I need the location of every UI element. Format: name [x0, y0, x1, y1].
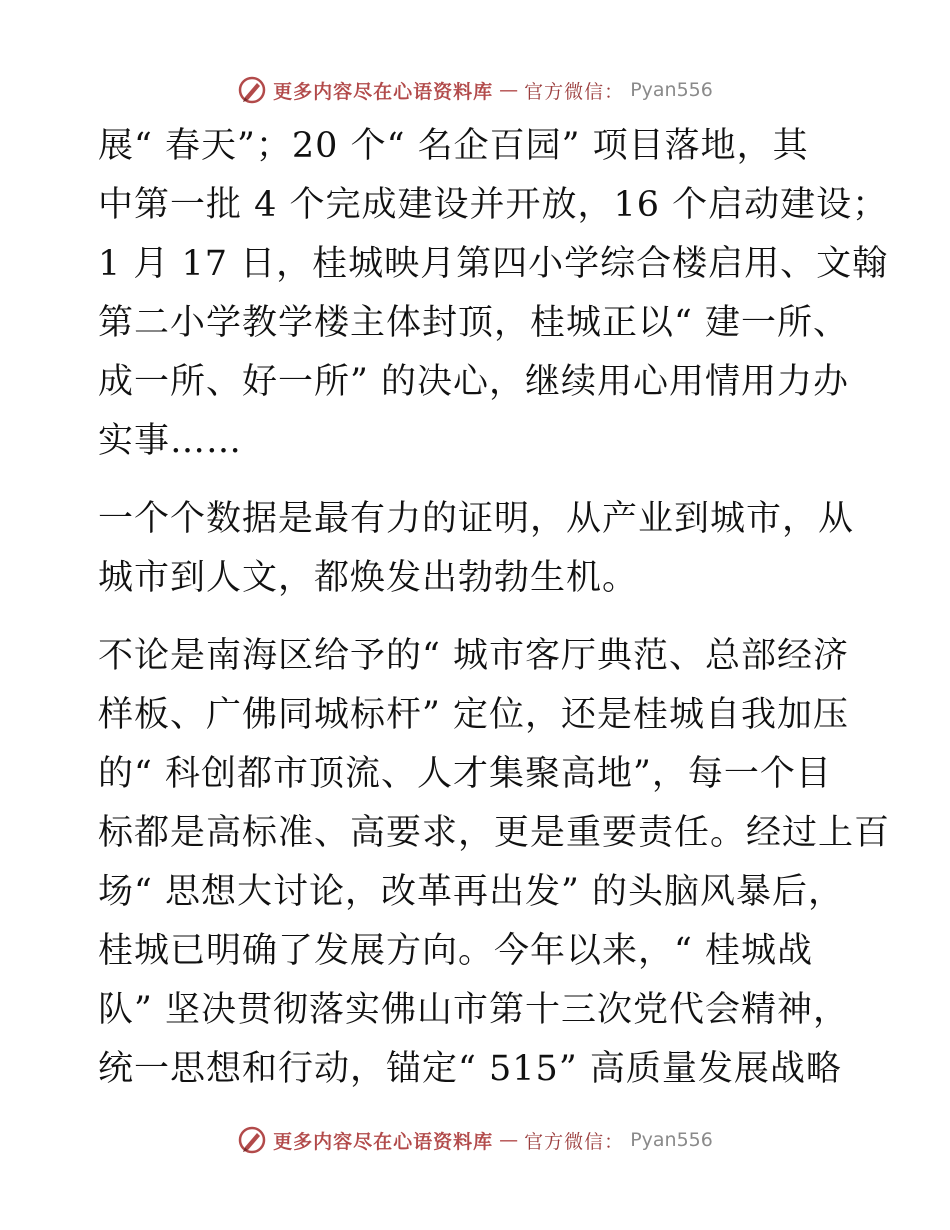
text-line: 1 月 17 日，桂城映月第四小学综合楼启用、文翰 [98, 244, 889, 284]
watermark-separator: — [499, 1129, 519, 1151]
text-line: 场“ 思想大讨论，改革再出发” 的头脑风暴后， [98, 872, 845, 912]
watermark-separator: — [499, 79, 519, 101]
text-line: 不论是南海区给予的“ 城市客厅典范、总部经济 [98, 636, 850, 676]
text-line: 实事…… [98, 421, 243, 461]
paragraph [98, 490, 858, 608]
text-line: 城市到人文，都焕发出勃勃生机。 [98, 558, 639, 598]
text-line: 一个个数据是最有力的证明，从产业到城市，从 [98, 499, 855, 539]
header-watermark [0, 72, 950, 108]
footer-watermark [0, 1122, 950, 1158]
text-line: 展“ 春天”；20 个“ 名企百园” 项目落地，其 [98, 126, 809, 166]
text-line: 第二小学教学楼主体封顶，桂城正以“ 建一所、 [98, 303, 850, 343]
text-line: 中第一批 4 个完成建设并开放，16 个启动建设； [98, 185, 889, 225]
text-line: 桂城已明确了发展方向。今年以来，“ 桂城战 [98, 931, 814, 971]
text-line: 统一思想和行动，锚定“ 515” 高质量发展战略 [98, 1049, 842, 1089]
text-line: 队” 坚决贯彻落实佛山市第十三次党代会精神， [98, 990, 850, 1030]
watermark-wechat-id: Pyan556 [630, 79, 713, 101]
watermark-label: 官方微信： [524, 80, 625, 103]
paragraph [98, 627, 891, 1099]
paragraph [98, 117, 889, 471]
watermark-text: 更多内容尽在心语资料库 [273, 1130, 494, 1153]
watermark-text: 更多内容尽在心语资料库 [273, 80, 494, 103]
pen-logo-icon [237, 1125, 267, 1155]
text-line: 标都是高标准、高要求，更是重要责任。经过上百 [98, 813, 891, 853]
text-line: 样板、广佛同城标杆” 定位，还是桂城自我加压 [98, 695, 850, 735]
watermark-wechat-id: Pyan556 [630, 1129, 713, 1151]
document-body [98, 117, 891, 1099]
text-line: 成一所、好一所” 的决心，继续用心用情用力办 [98, 362, 850, 402]
watermark-label: 官方微信： [524, 1130, 625, 1153]
paragraph-gap [98, 608, 858, 627]
paragraph-gap [98, 471, 858, 490]
text-line: 的“ 科创都市顶流、人才集聚高地”，每一个目 [98, 754, 832, 794]
pen-logo-icon [237, 75, 267, 105]
